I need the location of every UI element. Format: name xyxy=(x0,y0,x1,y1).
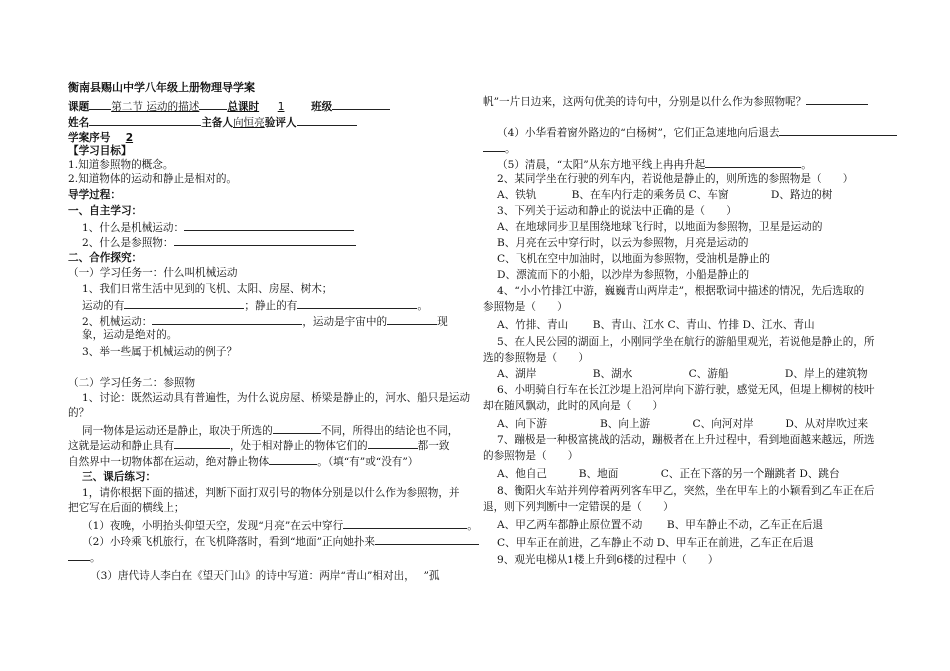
answer-field[interactable] xyxy=(375,533,479,545)
answer-field[interactable] xyxy=(387,313,437,325)
question-6-options: A、向下游 B、向上游 C、向河对岸 D、从对岸吹过来 xyxy=(497,418,869,430)
question-4: 4、“小小竹排江中游，巍巍青山两岸走”，根据歌词中描述的情况，先后选取的 xyxy=(497,285,865,297)
question-4b: 参照物是（ ） xyxy=(483,301,568,313)
answer-field[interactable] xyxy=(174,437,230,449)
answer-field[interactable] xyxy=(184,219,354,231)
question-7b: 的参照物是（ ） xyxy=(483,450,579,462)
hours-value: 1 xyxy=(277,101,285,113)
goals-heading: 【学习目标】 xyxy=(68,145,132,157)
t2-paragraph-3: 自然界中一切物体都在运动，绝对静止物体 。（填“有”或“没有”） xyxy=(68,453,418,469)
t2-paragraph-1: 同一物体是运动还是静止，取决于所选的 不同，所得出的结论也不同， xyxy=(82,422,458,438)
question-3: 3、下列关于运动和静止的说法中正确的是（ ） xyxy=(497,205,737,217)
name-field[interactable] xyxy=(89,114,201,126)
question-5: 5、在人民公园的湖面上，小刚同学坐在航行的游船里观光，若说他是静止的，所 xyxy=(497,336,875,348)
answer-field[interactable] xyxy=(152,313,302,325)
r-line-2: （4）小华看着窗外路边的“白杨树”，它们正急速地向后退去 xyxy=(497,124,897,140)
name-label: 姓名 xyxy=(68,117,90,129)
blank xyxy=(89,98,111,110)
question-5-options: A、湖岸 B、湖水 C、游船 D、岸上的建筑物 xyxy=(497,368,868,380)
section-1-heading: 一、自主学习： xyxy=(68,205,143,217)
document-title: 衡南县赐山中学八年级上册物理导学案 xyxy=(68,81,255,94)
t2-paragraph-2: 这就是运动和静止具有 ，处于相对静止的物体它们的 都一致 xyxy=(68,437,449,453)
serial-value: 2 xyxy=(125,132,134,144)
question-8-options-ab: A、甲乙两车都静止原位置不动 B、甲车静止不动，乙车正在后退 xyxy=(497,519,824,531)
answer-field[interactable] xyxy=(779,124,897,136)
exercise-1-1: （1）夜晚，小明抬头仰望天空，发现“月亮”在云中穿行 。 xyxy=(82,517,478,533)
goal-1: 1.知道参照物的概念。 xyxy=(68,159,174,171)
s1-question-1: 1、什么是机械运动： xyxy=(82,219,354,235)
t1-question-2d: 象，运动是绝对的。 xyxy=(82,329,178,341)
checker-label: 验评人 xyxy=(264,117,297,129)
exercise-1-3: （3）唐代诗人李白在《望天门山》的诗中写道：两岸“青山”相对出， ”孤 xyxy=(90,570,440,582)
question-7-options: A、他自己 B、地面 C、正在下落的另一个蹦跳者 D、跳台 xyxy=(497,468,840,480)
exercise-1-2: （2）小玲乘飞机旅行，在飞机降落时，看到“地面”正向她扑来 xyxy=(82,533,479,549)
answer-field[interactable] xyxy=(806,93,868,105)
class-label: 班级 xyxy=(311,101,333,113)
answer-field[interactable] xyxy=(368,437,418,449)
goal-2: 2.知道物体的运动和静止是相对的。 xyxy=(68,173,238,185)
task-1-heading: （一）学习任务一：什么叫机械运动 xyxy=(68,267,238,279)
answer-field[interactable] xyxy=(273,422,321,434)
class-field[interactable] xyxy=(332,98,390,110)
r-line-3: （5）清晨，“太阳”从东方地平线上冉冉升起 。 xyxy=(497,156,812,172)
question-3-option-b: B、月亮在云中穿行时，以云为参照物，月亮是运动的 xyxy=(497,237,749,249)
answer-field[interactable] xyxy=(68,549,90,561)
answer-field[interactable] xyxy=(124,297,244,309)
question-6b: 却在随风飘动，此时的风向是（ ） xyxy=(483,400,664,412)
question-6: 6、小明骑自行车在长江沙堤上沿河岸向下游行驶，感觉无风，但堤上柳树的枝叶 xyxy=(497,384,875,396)
answer-field[interactable] xyxy=(343,517,467,529)
serial-label: 学案序号 xyxy=(68,132,111,144)
answer-field[interactable] xyxy=(705,156,801,168)
t1-question-1b: 运动的有 ；静止的有 。 xyxy=(82,297,428,313)
answer-field[interactable] xyxy=(174,234,356,246)
question-3-option-c: C、飞机在空中加油时，以地面为参照物，受油机是静止的 xyxy=(497,253,770,265)
s1-question-2: 2、什么是参照物： xyxy=(82,234,356,250)
header-row-serial xyxy=(68,131,148,145)
answer-field[interactable] xyxy=(297,297,417,309)
question-9: 9、观光电梯从1楼上升到6楼的过程中（ ） xyxy=(497,554,719,566)
process-heading: 导学过程： xyxy=(68,189,121,201)
preparer-label: 主备人 xyxy=(201,117,233,129)
question-8b: 退，则下列判断中一定错误的是（ ） xyxy=(483,501,674,513)
header-row-course xyxy=(68,98,390,114)
question-2-options: A、铁轨 B、在车内行走的乘务员 C、车窗 D、路边的树 xyxy=(497,189,833,201)
question-4-options: A、竹排、青山 B、青山、江水 C、青山、竹排 D、江水、青山 xyxy=(497,319,815,331)
t1-question-3: 3、举一些属于机械运动的例子？ xyxy=(82,346,238,358)
course-label: 课题 xyxy=(68,101,90,113)
header-row-name xyxy=(68,114,357,130)
preparer-value: 向恒亮 xyxy=(232,117,265,129)
exercise-1: 1，请你根据下面的描述，判断下面打双引号的物体分别是以什么作为参照物，并 xyxy=(82,487,460,499)
exercise-1b: 把它写在后面的横线上； xyxy=(68,502,185,514)
question-3-option-a: A、在地球同步卫星围绕地球飞行时，以地面为参照物，卫星是运动的 xyxy=(497,221,823,233)
t1-question-2: 2、机械运动： ，运动是宇宙中的 现 xyxy=(82,313,448,329)
answer-field[interactable] xyxy=(269,453,317,465)
question-2: 2、某同学坐在行驶的列车内，若说他是静止的，则所选的参照物是（ ） xyxy=(497,173,854,185)
t2-question-1b: 的？ xyxy=(68,407,90,419)
question-8: 8、衡阳火车站并列停着两列客车甲乙，突然，坐在甲车上的小颖看到乙车正在后 xyxy=(497,485,875,497)
question-3-option-d: D、漂流而下的小船，以沙岸为参照物，小船是静止的 xyxy=(497,269,750,281)
course-value: 第二节 运动的描述 xyxy=(111,101,200,113)
checker-field[interactable] xyxy=(297,114,357,126)
section-2-heading: 二、合作探究： xyxy=(68,252,143,264)
blank xyxy=(199,98,227,110)
r-line-2b: 。 xyxy=(483,140,516,156)
t2-question-1: 1、讨论：既然运动具有普遍性，为什么说房屋、桥梁是静止的，河水、船只是运动 xyxy=(82,392,471,404)
answer-field[interactable] xyxy=(483,140,505,152)
question-5b: 选的参照物是（ ） xyxy=(483,352,589,364)
exercise-1-2b: 。 xyxy=(68,549,101,565)
t1-question-1: 1、我们日常生活中见到的飞机、太阳、房屋、树木； xyxy=(82,283,333,295)
r-line-1: 帆”一片日边来，这两句优美的诗句中，分别是以什么作为参照物呢？ xyxy=(483,93,868,109)
question-8-options-cd: C、甲车正在前进，乙车静止不动 D、甲车正在前进，乙车正在后退 xyxy=(497,537,814,549)
task-2-heading: （二）学习任务二：参照物 xyxy=(68,377,196,389)
section-3-heading: 三、课后练习： xyxy=(82,471,157,483)
question-7: 7、蹦极是一种极富挑战的活动，蹦极者在上升过程中，看到地面越来越远，所选 xyxy=(497,434,875,446)
hours-label: 总课时 xyxy=(227,101,260,113)
